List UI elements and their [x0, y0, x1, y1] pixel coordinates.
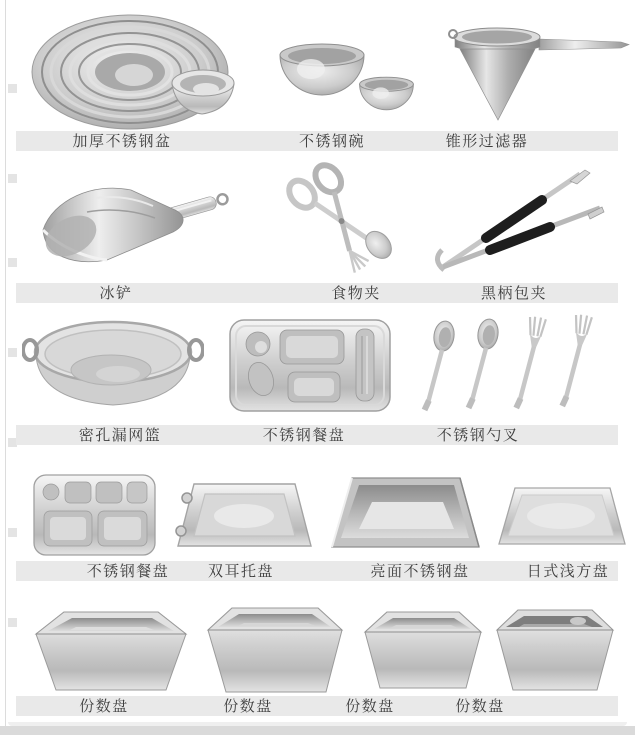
product-label: 份数盘 [345, 697, 395, 715]
ice-scoop-image [35, 168, 237, 276]
label-bar-row-2 [16, 283, 618, 303]
conical-strainer-image [445, 22, 633, 124]
portion-pan-image [362, 600, 484, 694]
product-label: 密孔漏网篮 [78, 426, 162, 444]
edge-tick [8, 258, 17, 267]
edge-tick [8, 84, 17, 93]
product-label: 份数盘 [223, 697, 273, 715]
portion-pan-image [494, 598, 616, 696]
edge-tick [8, 174, 17, 183]
label-bar-row-1 [16, 131, 618, 151]
edge-tick [8, 528, 17, 537]
food-tongs-image [268, 158, 410, 280]
edge-tick [8, 618, 17, 627]
product-label: 不锈钢勺叉 [436, 426, 520, 444]
left-border-line [5, 0, 6, 735]
divided-tray-image [228, 316, 394, 416]
product-label: 不锈钢碗 [298, 132, 366, 150]
product-label: 双耳托盘 [207, 562, 275, 580]
label-bar-row-5 [16, 696, 618, 716]
mesh-basket-image [22, 308, 204, 420]
product-label: 锥形过滤器 [445, 132, 529, 150]
bright-deep-tray-image [328, 472, 484, 558]
product-label: 加厚不锈钢盆 [72, 132, 172, 150]
bowls-image [265, 25, 427, 125]
five-compartment-tray-image [32, 472, 158, 558]
product-label: 不锈钢餐盘 [262, 426, 346, 444]
spoon-fork-image [412, 310, 612, 422]
product-label: 日式浅方盘 [526, 562, 610, 580]
product-label: 不锈钢餐盘 [86, 562, 170, 580]
bottom-border-strip [0, 726, 635, 735]
product-label: 份数盘 [79, 697, 129, 715]
label-bar-row-4 [16, 561, 618, 581]
edge-tick [8, 348, 17, 357]
product-label: 食物夹 [331, 284, 381, 302]
product-label: 黑柄包夹 [480, 284, 548, 302]
double-ear-tray-image [172, 476, 318, 558]
product-label: 亮面不锈钢盘 [370, 562, 470, 580]
product-label: 份数盘 [455, 697, 505, 715]
japanese-shallow-tray-image [495, 478, 631, 556]
portion-pan-image [204, 596, 346, 698]
black-handle-tongs-image [430, 164, 608, 280]
portion-pan-image [32, 598, 190, 696]
product-label: 冰铲 [99, 284, 133, 302]
nested-basins-image [28, 12, 240, 130]
label-bar-row-3 [16, 425, 618, 445]
